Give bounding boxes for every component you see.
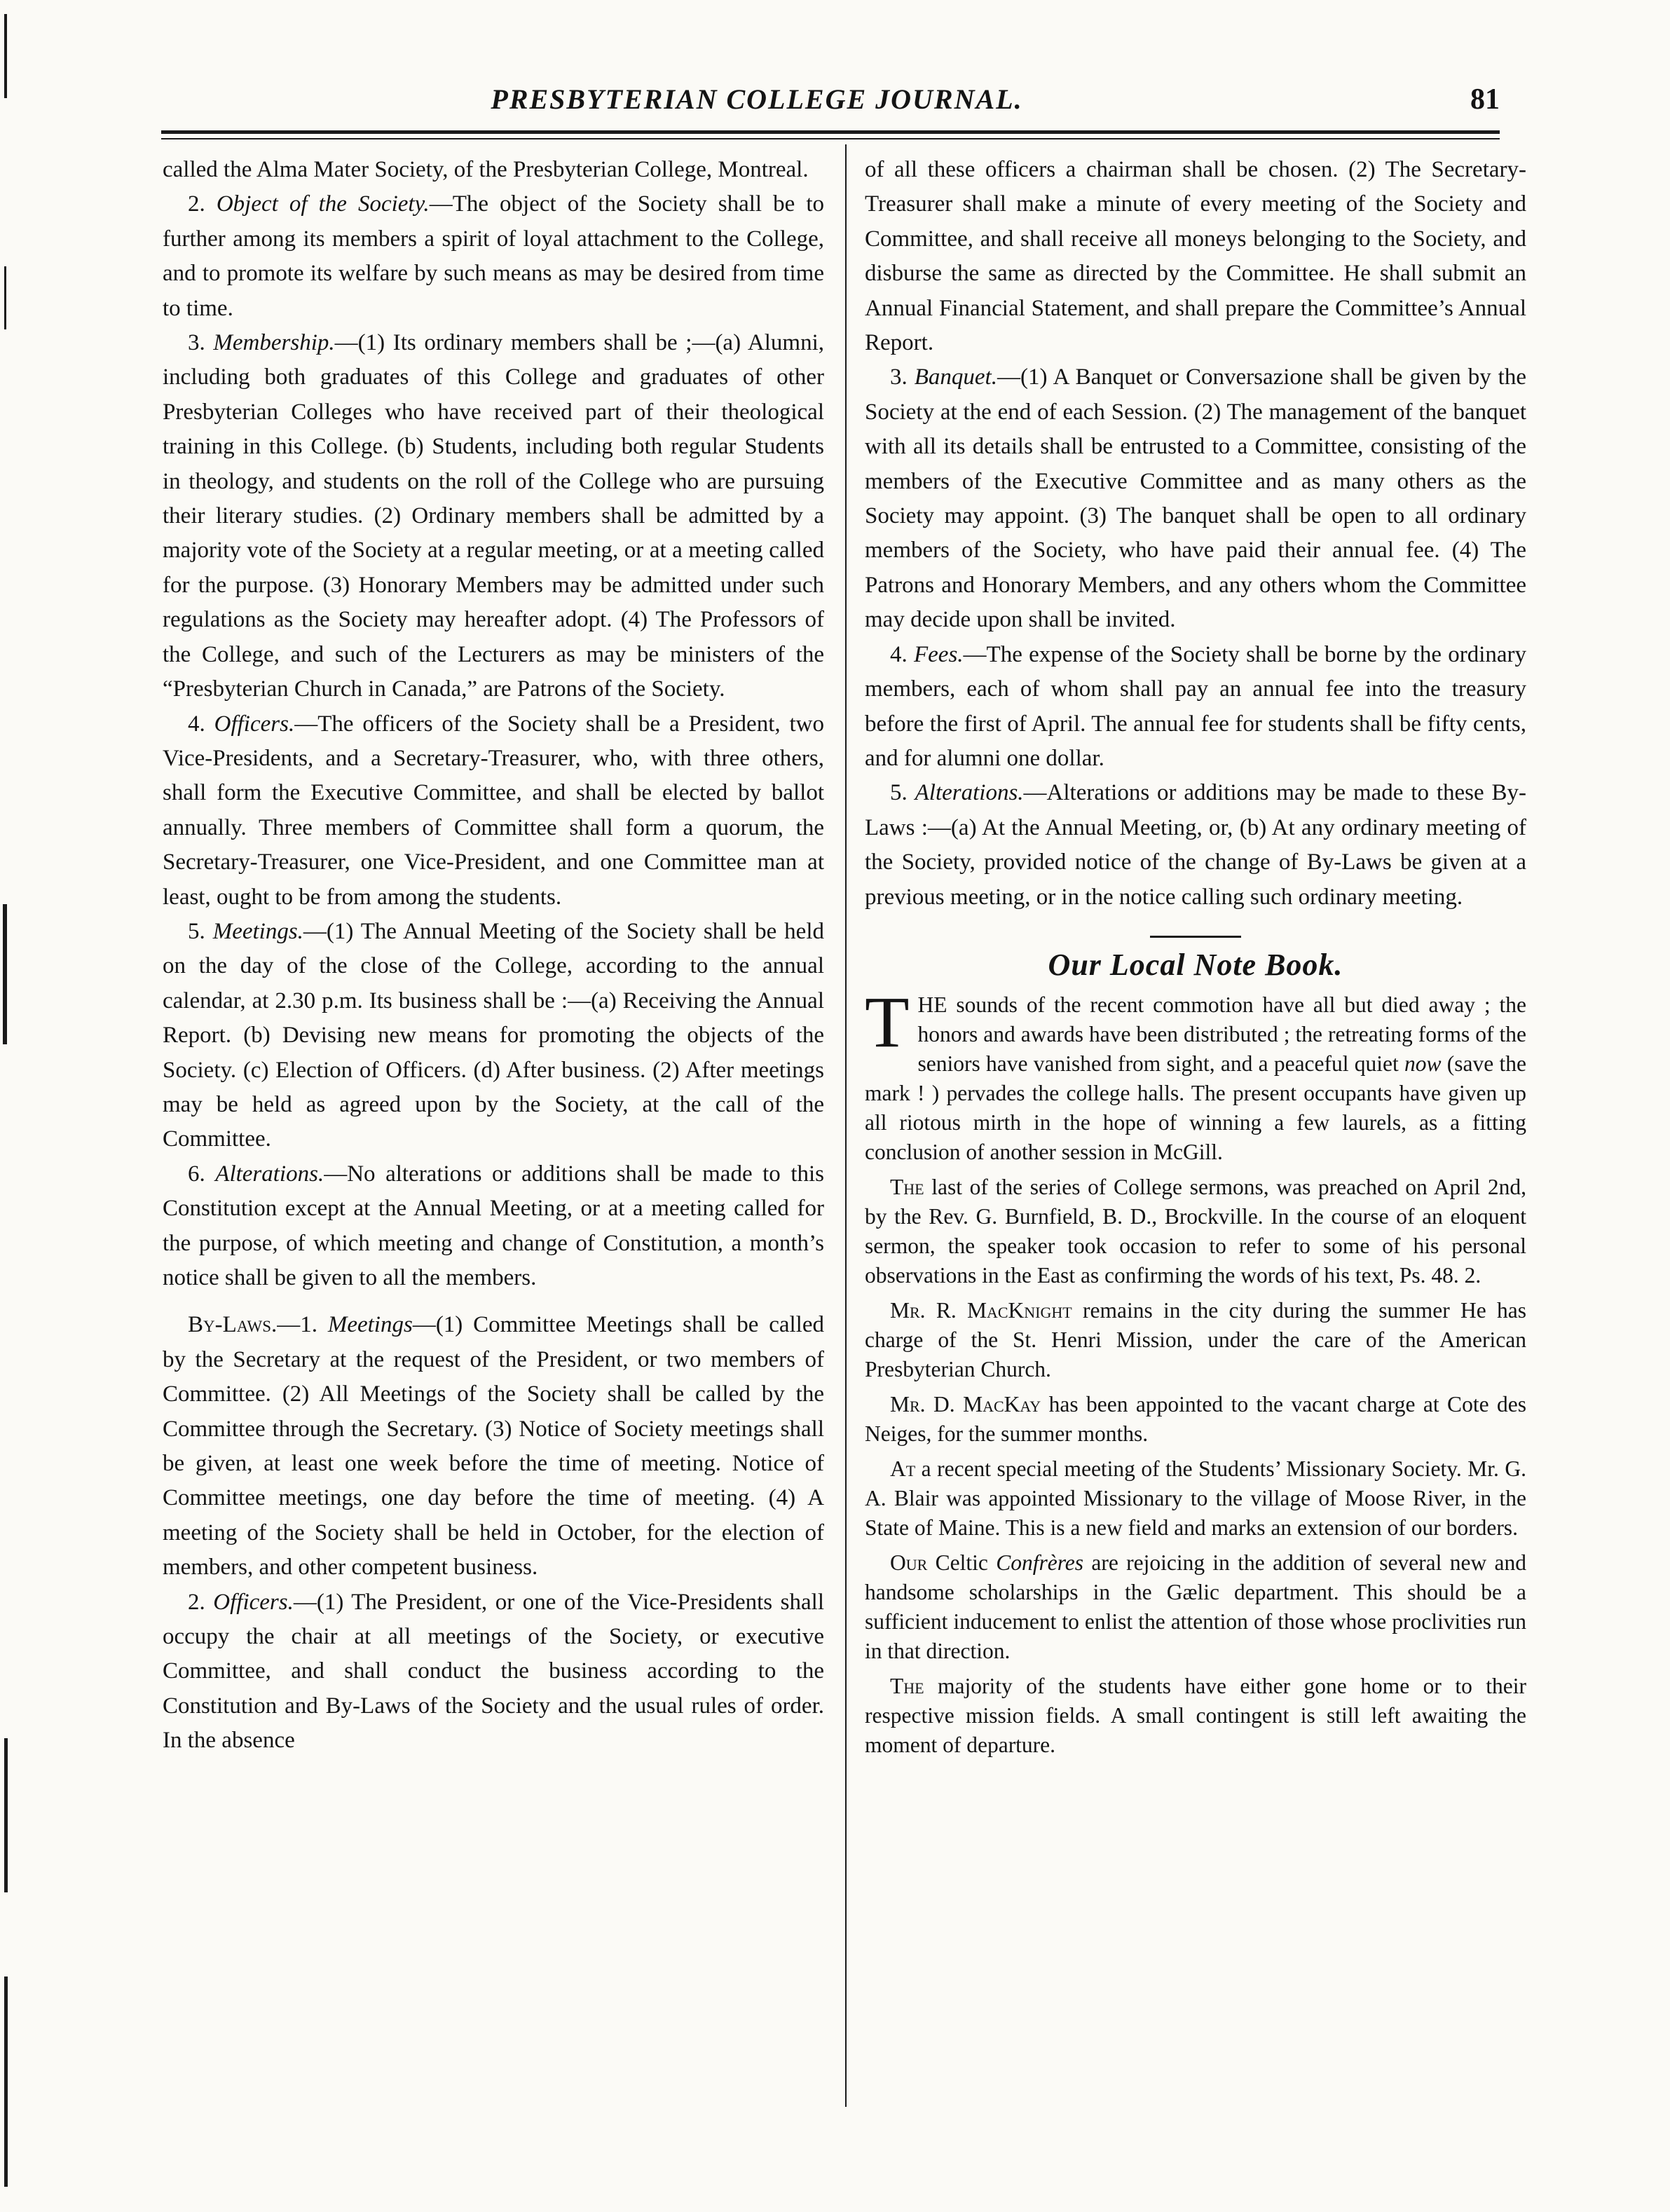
note-text: has been appointed to the vacant charge at Cote des Neiges, for the summer months.: [865, 1392, 1526, 1447]
note-paragraph: [865, 1390, 1526, 1449]
section-body: —(1) A Banquet or Conversazione shall be given by the Society at the end of each Session. (2) The management of the banquet with all its details shall be entrusted to a Committee, consisting of the members of the Executive Committee and as many others as the Society may appoint. (3) The banquet shall be open to all ordinary members of the Society, who have paid their annual fee. (4) The Patrons and Honorary Members, and any others whom the Committee may decide upon shall be invited.: [865, 364, 1526, 633]
constitution-section-alterations: [163, 1157, 824, 1296]
section-divider: [1150, 936, 1241, 938]
section-title: Meetings.: [212, 918, 303, 944]
right-column: [865, 153, 1526, 1766]
section-title: Object of the Society.: [216, 191, 430, 217]
scan-edge-mark: [4, 1977, 8, 2187]
section-title: Membership.: [213, 330, 335, 356]
note-text: a recent special meeting of the Students’ Missionary Society. Mr. G. A. Blair was appointed Missionary to the village of Moose River, in the State of Maine. This is a new field and marks an extension of our borders.: [865, 1456, 1526, 1541]
note-paragraph: [865, 1173, 1526, 1290]
bylaw-officers: [163, 1585, 824, 1759]
lead-in: Our: [890, 1550, 928, 1576]
section-body: —(1) The President, or one of the Vice-Presidents shall occupy the chair at all meetings of the Society, or executive Committee, and shall conduct the business according to the Constitution and By-Laws of the Society and the usual rules of order. In the absence: [163, 1589, 824, 1754]
left-column: [163, 153, 824, 1759]
section-title: Banquet.: [914, 364, 997, 390]
section-body: —The officers of the Society shall be a President, two Vice-Presidents, and a Secretary-Treasurer, who, with three others, shall form the Executive Committee, and shall be elected by ballot annually. Three members of Committee shall form a quorum, the Secretary-Treasurer, one Vice-President, and one Committee man at least, ought to be from among the students.: [163, 711, 824, 910]
section-title: Officers.: [214, 711, 295, 737]
section-heading: Our Local Note Book.: [1048, 947, 1343, 982]
section-number: 3.: [890, 364, 915, 390]
note-paragraph: [865, 1548, 1526, 1666]
note-text: are rejoicing in the addition of several new and handsome scholarships in the Gælic department. This should be a sufficient inducement to enlist the attention of those whose proclivities run in that direction.: [865, 1550, 1526, 1664]
bylaw-banquet: [865, 360, 1526, 637]
section-body: —Alterations or additions may be made to these By-Laws :—(a) At the Annual Meeting, or, (b) At any ordinary meeting of the Society, provided notice of the change of By-Laws be given at a previous meeting, or in the notice calling such ordinary meeting.: [865, 780, 1527, 910]
lead-in: The: [890, 1674, 924, 1699]
section-number: 3.: [188, 330, 214, 356]
note-paragraph: [865, 1454, 1526, 1543]
section-number: 6.: [188, 1161, 216, 1187]
constitution-section-officers: [163, 707, 824, 915]
section-number: 2.: [188, 191, 217, 217]
bylaw-alterations: [865, 776, 1526, 915]
section-number: 2.: [188, 1589, 214, 1615]
header-rule: [161, 138, 1500, 139]
page-number: 81: [1470, 83, 1500, 116]
scan-edge-mark: [3, 904, 7, 1044]
scan-edge-mark: [4, 1738, 8, 1892]
section-body: —No alterations or additions shall be made to this Constitution except at the Annual Meeting, or at a meeting called for the purpose, of which meeting and change of Constitution, a month’s notice shall be given to all the members.: [163, 1161, 824, 1290]
page-header: [161, 78, 1507, 128]
note-text: majority of the students have either gone home or to their respective mission fields. A small contingent is still left awaiting the moment of departure.: [865, 1674, 1526, 1758]
section-number: —1.: [277, 1312, 328, 1338]
constitution-section-membership: [163, 326, 824, 706]
section-title: Fees.: [914, 641, 964, 667]
note-paragraph: [865, 1672, 1526, 1760]
section-body: —(1) Its ordinary members shall be ;—(a) Alumni, including both graduates of this College and graduates of other Presbyterian Colleges who have received part of their theological training in this College. (b) Students, including both regular Students in theology, and students on the roll of the College who are pursuing their literary studies. (2) Ordinary members shall be admitted by a majority vote of the Society at a regular meeting, or at a meeting called for the purpose. (3) Honorary Members may be admitted under such regulations as the Society may hereafter adopt. (4) The Professors of the College, and such of the Lecturers as may be ministers of the “Presbyterian Church in Canada,” are Patrons of the Society.: [163, 330, 824, 702]
note-text: Celtic: [927, 1550, 997, 1576]
note-paragraph: [865, 1296, 1526, 1384]
bylaws-heading: By-Laws.: [188, 1312, 278, 1338]
section-body: —(1) The Annual Meeting of the Society shall be held on the day of the close of the College, according to the annual calendar, at 2.30 p.m. Its business shall be :—(a) Receiving the Annual Report. (b) Devising new means for promoting the objects of the Society. (c) Election of Officers. (d) After business. (2) After meetings may be held as agreed upon by the Society, at the call of the Committee.: [163, 918, 824, 1152]
section-title: Meetings: [327, 1312, 413, 1338]
section-number: 4.: [188, 711, 214, 737]
running-title: PRESBYTERIAN COLLEGE JOURNAL.: [491, 83, 1023, 115]
lead-in: The: [890, 1175, 924, 1200]
section-number: 5.: [188, 918, 213, 944]
lead-in: HE: [917, 992, 947, 1018]
constitution-intro: called the Alma Mater Society, of the Presbyterian College, Montreal.: [163, 157, 809, 182]
note-text: remains in the city during the summer He has charge of the St. Henri Mission, under the care of the American Presbyterian Church.: [865, 1298, 1526, 1382]
bylaw-fees: [865, 638, 1526, 777]
bylaw-officers-continued: of all these officers a chairman shall be chosen. (2) The Secretary-Treasurer shall make a minute of every meeting of the Society and Committee, and shall receive all moneys belonging to the Society, and disburse the same as directed by the Committee. He shall submit an Annual Financial Statement, and shall prepare the Committee’s Annual Report.: [865, 157, 1526, 356]
lead-in: Mr. R. MacKnight: [890, 1298, 1072, 1323]
section-body: —The expense of the Society shall be borne by the ordinary members, each of whom shall pay an annual fee into the treasury before the first of April. The annual fee for students shall be fifty cents, and for alumni one dollar.: [865, 641, 1527, 771]
section-title: Alterations.: [915, 780, 1024, 806]
note-text: sounds of the recent commotion have all but died away ; the honors and awards have been distributed ; the retreating forms of the seniors have vanished from sight, and a peaceful quiet: [917, 992, 1526, 1077]
note-text: (save the mark ! ) pervades the college halls. The present occupants have given up all riotous mirth in the hope of winning a few laurels, as a fitting conclusion of another session in McGill.: [865, 1051, 1526, 1165]
lead-in: At: [890, 1456, 916, 1482]
column-divider: [845, 144, 847, 2107]
constitution-section-meetings: [163, 915, 824, 1157]
section-title: Alterations.: [215, 1161, 324, 1187]
note-text: last of the series of College sermons, was preached on April 2nd, by the Rev. G. Burnfield, B. D., Brockville. In the course of an eloquent sermon, the speaker took occasion to refer to some of his personal observations in the East as confirming the words of his text, Ps. 48. 2.: [865, 1175, 1526, 1288]
section-body: —(1) Committee Meetings shall be called by the Secretary at the request of the President, or two members of Committee. (2) All Meetings of the Society shall be called by the Committee through the Secretary. (3) Notice of Society meetings shall be given, at least one week before the time of meeting. Notice of Committee meetings, one day before the time of meeting. (4) A meeting of the Society shall be held in October, for the election of members, and other competent business.: [163, 1312, 824, 1581]
section-title: Officers.: [213, 1589, 294, 1615]
section-number: 4.: [890, 641, 914, 667]
section-number: 5.: [890, 780, 915, 806]
note-emphasis: Confrères: [996, 1550, 1084, 1576]
scan-edge-mark: [4, 266, 6, 329]
note-emphasis: now: [1404, 1051, 1442, 1077]
note-paragraph: [865, 982, 1526, 1167]
section-body: —The object of the Society shall be to further among its members a spirit of loyal attachment to the College, and to promote its welfare by such means as may be desired from time to time.: [163, 191, 825, 321]
drop-cap: T: [865, 982, 910, 1063]
scan-edge-mark: [4, 14, 7, 98]
lead-in: Mr. D. MacKay: [890, 1392, 1041, 1417]
constitution-section-object: [163, 187, 824, 326]
header-rule: [161, 130, 1500, 134]
bylaw-meetings: [163, 1308, 824, 1585]
note-book-body: [865, 982, 1526, 1760]
